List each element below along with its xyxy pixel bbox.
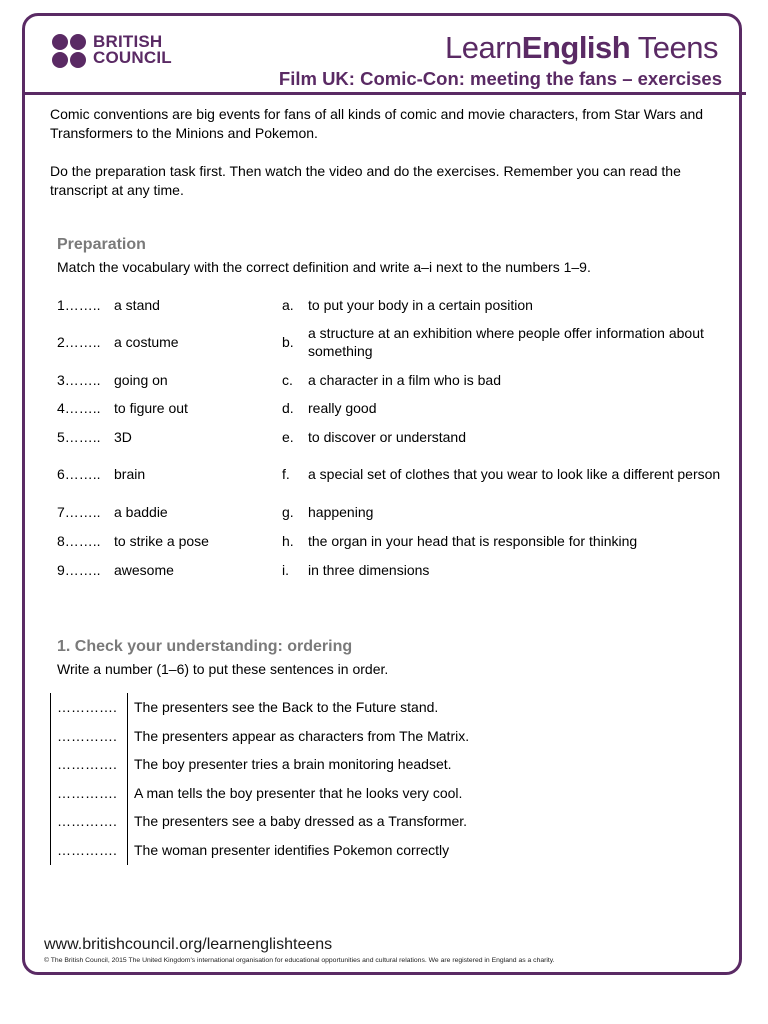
intro-paragraph: Comic conventions are big events for fans of all kinds of comic and movie characters, from Star Wars and Transformers to the Minions and Pokemon. bbox=[50, 106, 704, 141]
vocab-word: a baddie bbox=[114, 504, 168, 520]
vocab-number[interactable]: 4…….. bbox=[57, 400, 101, 416]
instructions-paragraph: Do the preparation task first. Then watch the video and do the exercises. Remember you can read the transcript at any time. bbox=[50, 163, 681, 198]
ordering-instruction: Write a number (1–6) to put these sentences in order. bbox=[57, 661, 389, 677]
vocab-word: 3D bbox=[114, 429, 132, 445]
order-sentence: A man tells the boy presenter that he looks very cool. bbox=[134, 785, 463, 801]
order-answer-blank[interactable]: …………. bbox=[57, 842, 117, 858]
vocab-word: a costume bbox=[114, 334, 179, 350]
ordering-table bbox=[50, 693, 730, 865]
definition-text: happening bbox=[308, 504, 374, 520]
vocab-word: awesome bbox=[114, 562, 174, 578]
logo-text: BRITISH COUNCIL bbox=[93, 32, 172, 67]
ordering-row bbox=[50, 836, 730, 865]
definition-letter: d. bbox=[282, 400, 294, 416]
vocab-number[interactable]: 1…….. bbox=[57, 297, 101, 313]
page-title: Film UK: Comic-Con: meeting the fans – exercises bbox=[278, 68, 722, 89]
definition-text: really good bbox=[308, 400, 377, 416]
definition-text: to discover or understand bbox=[308, 429, 466, 445]
footer-copyright: © The British Council, 2015 The United Kingdom's international organisation for educational opportunities and cultural relations. We are registered in England as a charity. bbox=[44, 957, 555, 964]
footer-url-link[interactable]: www.britishcouncil.org/learnenglishteens bbox=[44, 936, 333, 953]
order-sentence: The boy presenter tries a brain monitoring headset. bbox=[134, 756, 452, 772]
order-answer-blank[interactable]: …………. bbox=[57, 785, 117, 801]
definition-text: a structure at an exhibition where people offer information about something bbox=[308, 325, 704, 359]
order-sentence: The presenters see the Back to the Future stand. bbox=[134, 699, 439, 715]
vocab-number[interactable]: 9…….. bbox=[57, 562, 101, 578]
vocab-word: to strike a pose bbox=[114, 533, 209, 549]
ordering-row bbox=[50, 807, 730, 836]
definition-letter: h. bbox=[282, 533, 294, 549]
ordering-heading: 1. Check your understanding: ordering bbox=[57, 638, 353, 655]
definition-text: to put your body in a certain position bbox=[308, 297, 533, 313]
vocab-number[interactable]: 2…….. bbox=[57, 334, 101, 350]
header-rule bbox=[22, 92, 746, 95]
definition-text: the organ in your head that is responsible for thinking bbox=[308, 533, 638, 549]
ordering-row bbox=[50, 750, 730, 779]
ordering-row bbox=[50, 722, 730, 751]
preparation-heading: Preparation bbox=[57, 236, 146, 253]
preparation-instruction: Match the vocabulary with the correct definition and write a–i next to the numbers 1–9. bbox=[57, 259, 591, 275]
vocab-number[interactable]: 3…….. bbox=[57, 372, 101, 388]
ordering-row bbox=[50, 779, 730, 808]
definition-letter: e. bbox=[282, 429, 294, 445]
order-sentence: The presenters appear as characters from The Matrix. bbox=[134, 728, 470, 744]
vocab-number[interactable]: 7…….. bbox=[57, 504, 101, 520]
vocab-number[interactable]: 6…….. bbox=[57, 466, 101, 482]
definition-letter: i. bbox=[282, 562, 289, 578]
vocab-number[interactable]: 5…….. bbox=[57, 429, 101, 445]
order-answer-blank[interactable]: …………. bbox=[57, 756, 117, 772]
order-answer-blank[interactable]: …………. bbox=[57, 813, 117, 829]
vocab-word: going on bbox=[114, 372, 168, 388]
definition-letter: a. bbox=[282, 297, 294, 313]
order-sentence: The woman presenter identifies Pokemon correctly bbox=[134, 842, 450, 858]
order-answer-blank[interactable]: …………. bbox=[57, 728, 117, 744]
order-sentence: The presenters see a baby dressed as a Transformer. bbox=[134, 813, 468, 829]
definition-letter: f. bbox=[282, 466, 290, 482]
learnenglish-teens-brand: LearnEnglish Teens bbox=[444, 30, 718, 65]
order-answer-blank[interactable]: …………. bbox=[57, 699, 117, 715]
definition-letter: c. bbox=[282, 372, 293, 388]
ordering-row bbox=[50, 693, 730, 722]
vocab-number[interactable]: 8…….. bbox=[57, 533, 101, 549]
vocab-word: a stand bbox=[114, 297, 160, 313]
definition-text: a special set of clothes that you wear to look like a different person bbox=[308, 466, 721, 482]
vocab-word: brain bbox=[114, 466, 146, 482]
vocab-word: to figure out bbox=[114, 400, 188, 416]
definition-letter: g. bbox=[282, 504, 294, 520]
definition-text: in three dimensions bbox=[308, 562, 430, 578]
logo-dots-icon bbox=[52, 34, 88, 70]
definition-text: a character in a film who is bad bbox=[308, 372, 501, 388]
definition-letter: b. bbox=[282, 334, 294, 350]
